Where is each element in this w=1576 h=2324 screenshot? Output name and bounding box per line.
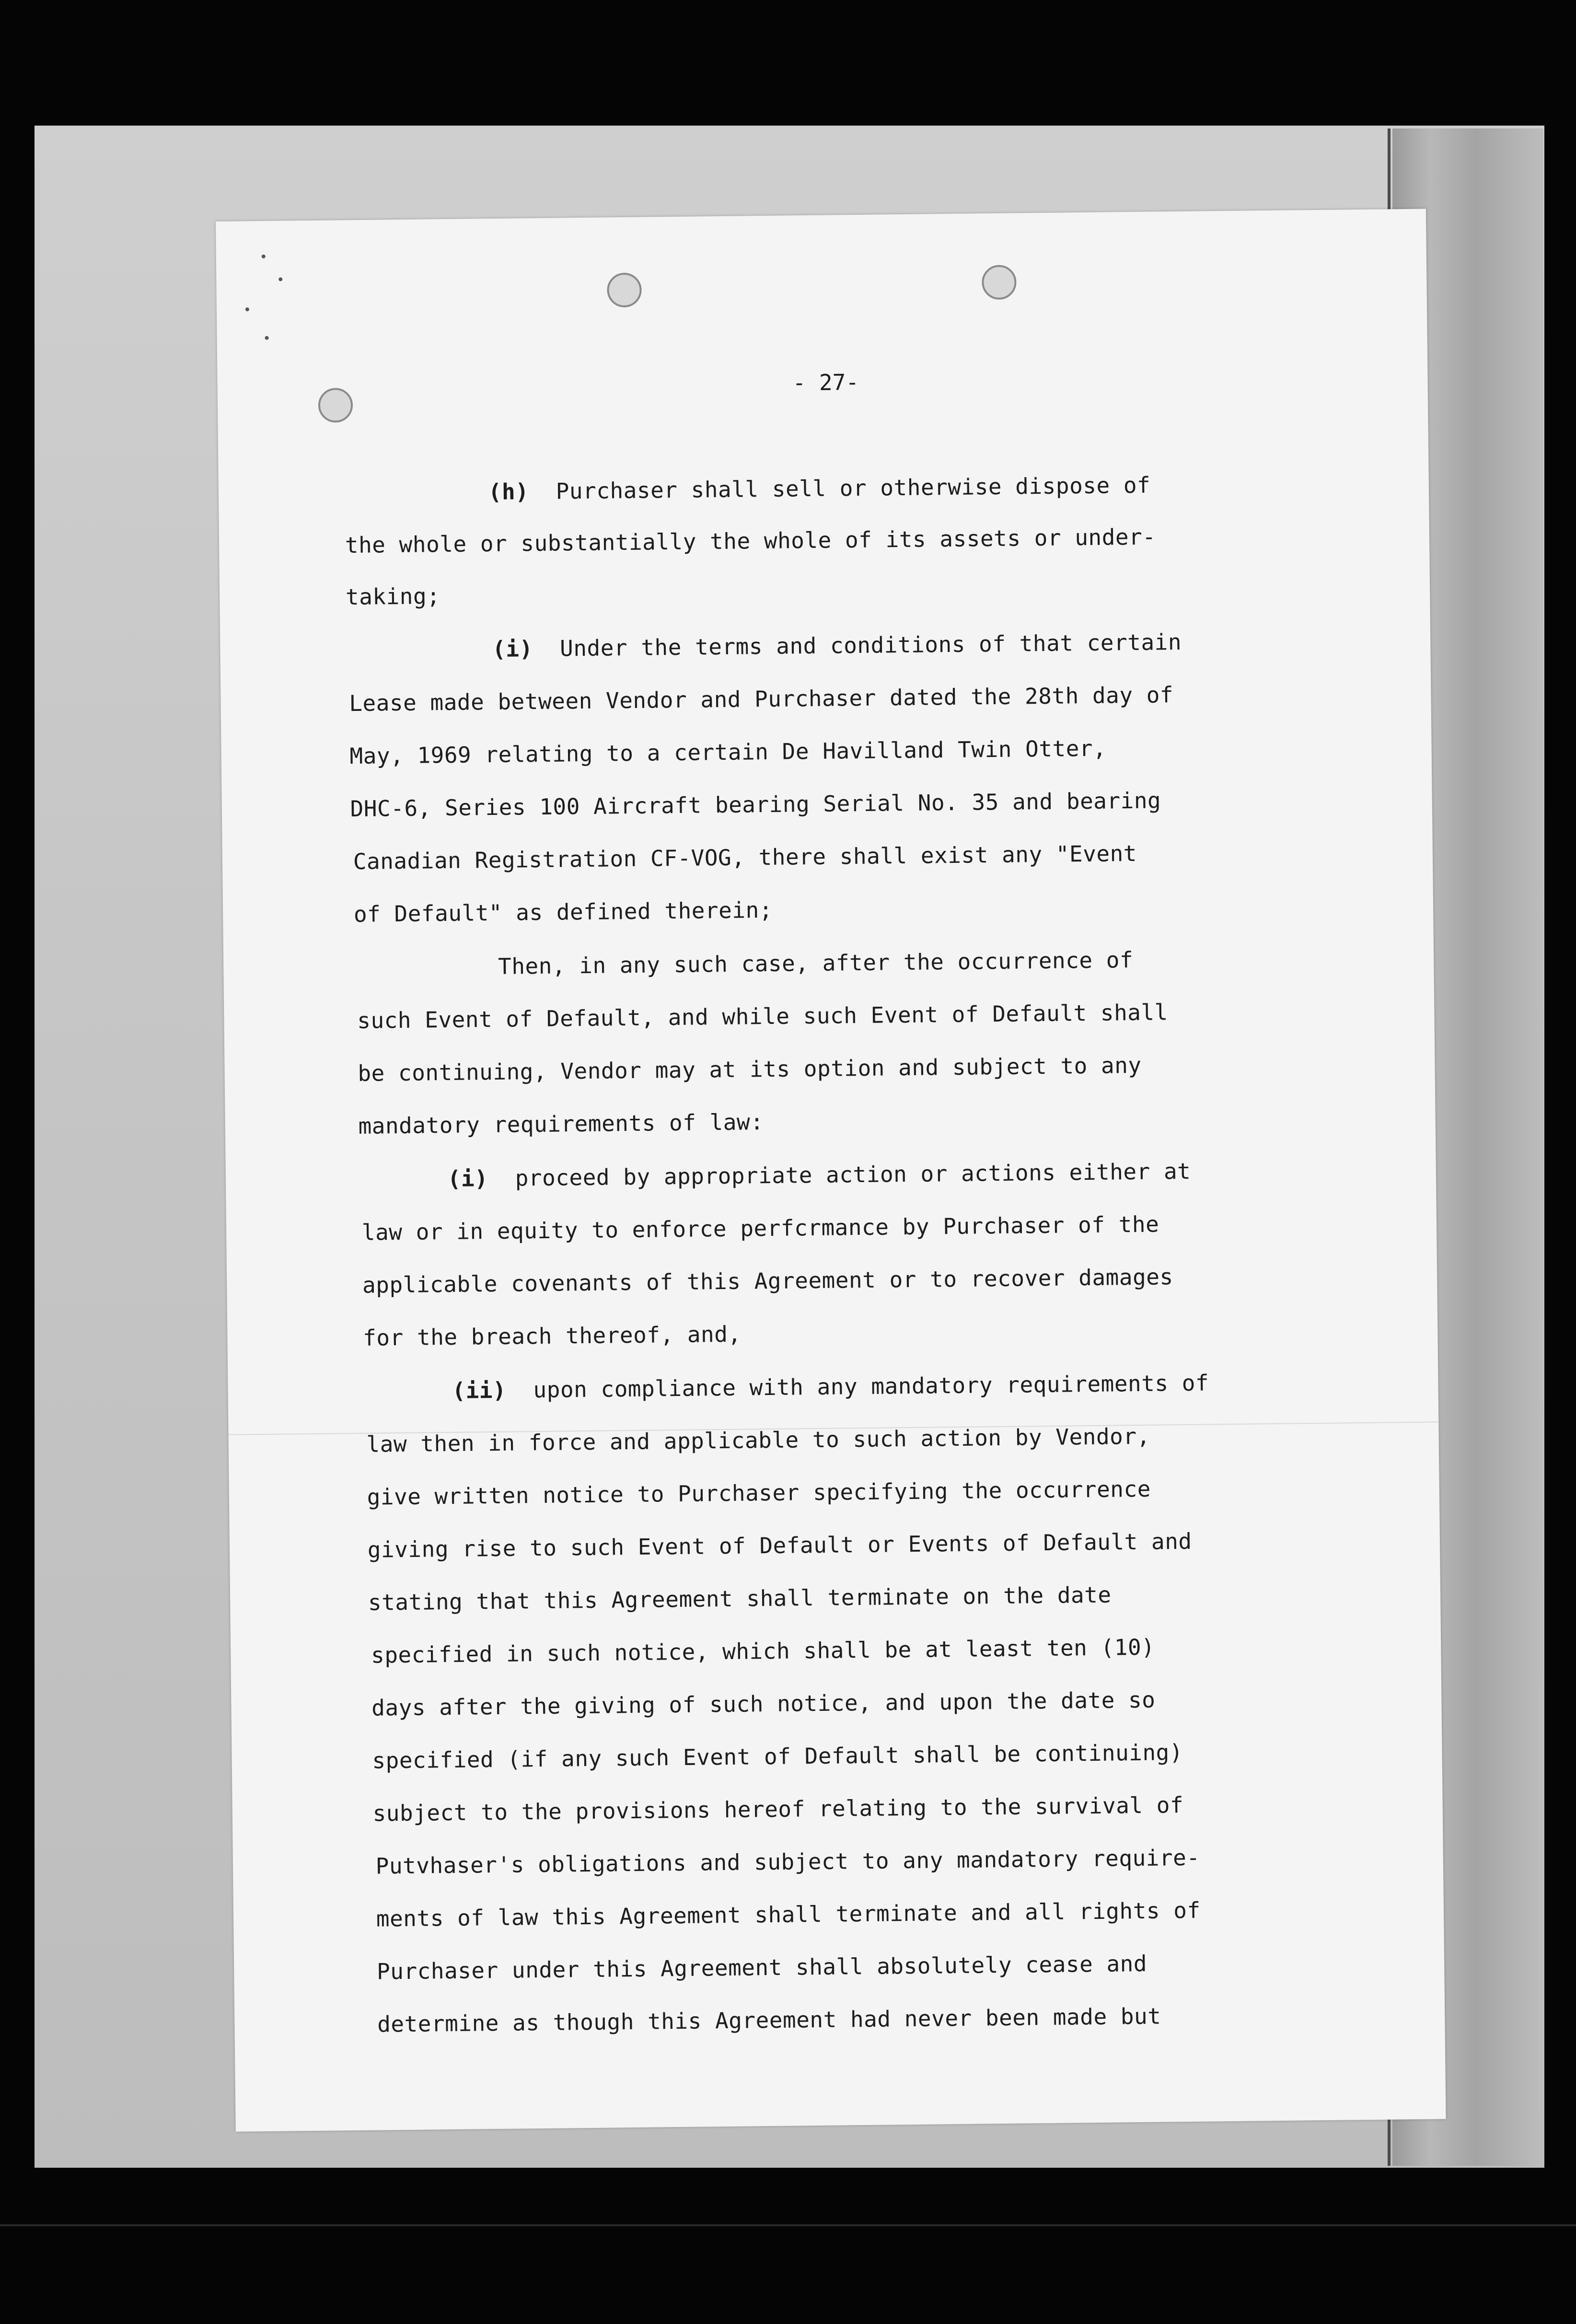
line-text: specified (if any such Event of Default shall be continuing) — [372, 1739, 1183, 1774]
punch-hole — [982, 265, 1017, 300]
clause-marker: (i) — [447, 1165, 488, 1192]
line-text: Then, in any such case, after the occurrence of — [498, 947, 1134, 979]
speck — [262, 255, 266, 258]
clause-marker: (ii) — [452, 1377, 507, 1404]
line-text: Putvhaser's obligations and subject to any mandatory require- — [375, 1844, 1200, 1879]
speck — [245, 307, 249, 311]
clause-marker: (h) — [488, 478, 529, 505]
line-text: Under the terms and conditions of that certain — [559, 628, 1182, 662]
line-text: Canadian Registration CF-VOG, there shall exist any "Event — [353, 840, 1137, 875]
line-text: specified in such notice, which shall be at least ten (10) — [371, 1634, 1155, 1668]
line-text: Lease made between Vendor and Purchaser dated the 28th day of — [349, 682, 1174, 717]
line-text: DHC-6, Series 100 Aircraft bearing Serial No. 35 and bearing — [350, 787, 1161, 822]
line-text: applicable covenants of this Agreement or to recover damages — [362, 1264, 1173, 1298]
speck — [278, 278, 282, 281]
speck — [265, 336, 269, 340]
line-text: of Default" as defined therein; — [353, 896, 773, 928]
line-text: determine as though this Agreement had never been made but — [377, 2003, 1161, 2037]
line-text: giving rise to such Event of Default or Events of Default and — [367, 1528, 1192, 1563]
clause-marker: (i) — [492, 636, 533, 662]
page-number: - 27- — [792, 369, 859, 396]
punch-hole — [318, 388, 353, 423]
line-text: ments of law this Agreement shall terminate and all rights of — [376, 1897, 1201, 1932]
line-text: Purchaser shall sell or otherwise dispose of — [556, 472, 1151, 504]
line-text: stating that this Agreement shall terminate on the date — [368, 1581, 1112, 1615]
line-text: be continuing, Vendor may at its option and subject to any — [358, 1052, 1142, 1086]
punch-hole — [607, 273, 642, 308]
line-text: proceed by appropriate action or actions either at — [515, 1158, 1191, 1191]
text-line — [291, 558, 440, 635]
line-text: law then in force and applicable to such action by Vendor, — [366, 1423, 1150, 1457]
line-text: for the breach thereof, and, — [362, 1321, 742, 1351]
line-text: taking; — [345, 583, 440, 610]
line-text: law or in equity to enforce perfcrmance by Purchaser of the — [361, 1211, 1159, 1245]
line-text: the whole or substantially the whole of its assets or under- — [345, 523, 1156, 558]
line-text: upon compliance with any mandatory requirements of — [533, 1370, 1209, 1403]
line-text: mandatory requirements of law: — [358, 1109, 764, 1139]
line-text: subject to the provisions hereof relating to the survival of — [372, 1792, 1184, 1826]
line-text: give written notice to Purchaser specifying the occurrence — [367, 1476, 1151, 1510]
line-text: such Event of Default, and while such Event of Default shall — [357, 999, 1169, 1034]
film-strip-line — [0, 2224, 1576, 2226]
line-text: days after the giving of such notice, and upon the date so — [371, 1686, 1156, 1721]
line-text: Purchaser under this Agreement shall absolutely cease and — [376, 1950, 1147, 1985]
text-line — [323, 1979, 1162, 2062]
line-text: May, 1969 relating to a certain De Havilland Twin Otter, — [349, 735, 1107, 769]
document-page — [216, 209, 1446, 2132]
